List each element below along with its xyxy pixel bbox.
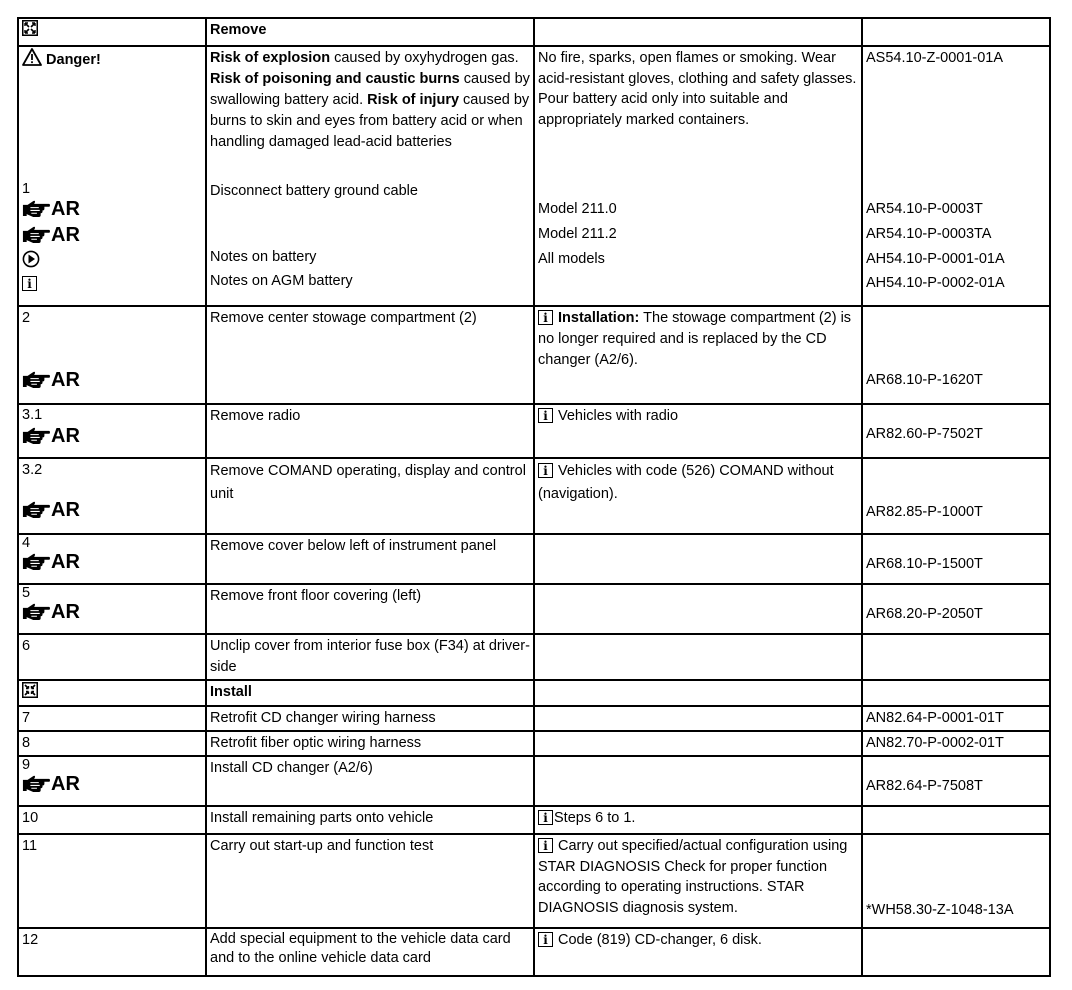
step-3-2-number: 3.2 [22,462,43,478]
ar-link-step-2[interactable]: AR [22,368,202,392]
install-header-row [18,680,1050,706]
doc-ref-ar82-7508t[interactable]: AR82.64-P-7508T [866,778,983,794]
pointing-hand-icon [22,501,50,520]
step-9-text: Install CD changer (A2/6) [206,756,534,806]
doc-ref-ar68-2050t[interactable]: AR68.20-P-2050T [866,606,983,622]
info-box-icon: i [538,463,553,478]
model-211-2: Model 211.2 [538,226,617,242]
pointing-hand-icon [22,371,50,390]
remove-label: Remove [206,18,534,46]
danger-measures: No fire, sparks, open flames or smoking. Wear acid-resistant gloves, clothing and safety glasses. Pour battery acid only into suitable and appropriately marked containers. [538,50,857,128]
step-9-row [18,756,1050,806]
doc-ref-ah54-0002[interactable]: AH54.10-P-0002-01A [866,275,1005,291]
step-8-row [18,731,1050,756]
step-5-row [18,584,1050,634]
pointing-hand-icon [22,200,50,219]
step-7-text: Retrofit CD changer wiring harness [206,706,534,731]
step-7-row [18,706,1050,731]
step-8-number: 8 [18,731,206,756]
notes-agm-text: Notes on AGM battery [210,273,353,289]
step-5-number: 5 [22,585,31,601]
doc-ref-ar68-1500t[interactable]: AR68.10-P-1500T [866,556,983,572]
doc-ref-an82-0001[interactable]: AN82.64-P-0001-01T [862,706,1050,731]
step-3-2-text: Remove COMAND operating, display and control unit [206,458,534,534]
info-box-icon: i [538,932,553,947]
step-10-text: Install remaining parts onto vehicle [206,806,534,834]
danger-risk-text: Risk of explosion caused by oxyhydrogen gas. Risk of poisoning and caustic burns caused by swallowing battery acid. Risk of injury caused by burns to skin and eyes from battery acid or when handling damaged lead-acid batteries [210,50,530,150]
ar-link-step-9[interactable]: AR [22,772,202,796]
step-2-text: Remove center stowage compartment (2) [206,306,534,404]
notes-battery-text: Notes on battery [210,249,317,265]
step-9-number: 9 [22,757,31,773]
danger-doc-ref[interactable]: AS54.10-Z-0001-01A [866,50,1004,66]
notes-circle-icon [22,250,40,268]
step-11-row: 11 Carry out start-up and function test i Carry out specified/actual configuration using STAR DIAGNOSIS Check for proper function according to operating instructions. STAR DIAGNOSIS diagnosis system. *WH58.30-Z-1048-13A [18,834,1050,928]
danger-row [18,46,1050,306]
ar-link-step-3-2[interactable]: AR [22,498,202,522]
ar-link-step-3-1[interactable]: AR [22,424,202,448]
remove-header-row [18,18,1050,46]
step-4-text: Remove cover below left of instrument panel [206,534,534,584]
pointing-hand-icon [22,603,50,622]
info-box-icon: i [538,310,553,325]
step-2-number: 2 [22,310,31,326]
step-11-text: Carry out start-up and function test [206,834,534,928]
pointing-hand-icon [22,775,50,794]
step-6-text: Unclip cover from interior fuse box (F34) at driver-side [206,634,534,680]
step-7-number: 7 [18,706,206,731]
step-11-number: 11 [18,834,206,928]
ar-link-2[interactable]: AR [22,223,202,247]
doc-ref-an82-0002[interactable]: AN82.70-P-0002-01T [862,731,1050,756]
step-1-number: 1 [22,181,31,197]
info-box-icon: i [22,276,37,291]
step-10-row: 10 Install remaining parts onto vehicle i Steps 6 to 1. [18,806,1050,834]
info-box-icon: i [538,408,553,423]
step-6-number: 6 [18,634,206,680]
info-box-icon: i [538,810,553,825]
step-3-1-number: 3.1 [22,407,43,423]
step-12-text: Add special equipment to the vehicle data card and to the online vehicle data card [206,928,534,976]
danger-label: Danger! [46,52,101,68]
doc-ref-ar54-0003ta[interactable]: AR54.10-P-0003TA [866,226,992,242]
install-label: Install [206,680,534,706]
ar-link-1[interactable]: AR [22,197,202,221]
remove-icon-cell [18,18,206,46]
step-3-1-row: 3.1 AR Remove radio i Vehicles with radio AR82.60-P-7502T [18,404,1050,458]
pointing-hand-icon [22,553,50,572]
warning-triangle-icon [22,48,42,66]
remove-icon [22,20,38,36]
doc-ref-wh58-1048[interactable]: *WH58.30-Z-1048-13A [866,902,1014,918]
doc-ref-ar82-1000t[interactable]: AR82.85-P-1000T [866,504,983,520]
pointing-hand-icon [22,226,50,245]
doc-ref-ar54-0003t[interactable]: AR54.10-P-0003T [866,201,983,217]
step-3-2-row: 3.2 AR Remove COMAND operating, display and control unit i Vehicles with code (526) COMAND without (navigation). AR82.85-P-1000T [18,458,1050,534]
model-211-0: Model 211.0 [538,201,617,217]
step-6-row [18,634,1050,680]
step-3-1-text: Remove radio [206,404,534,458]
step-4-number: 4 [22,535,31,551]
danger-label-block [22,48,202,181]
doc-ref-ah54-0001[interactable]: AH54.10-P-0001-01A [866,251,1005,267]
step-10-number: 10 [18,806,206,834]
step-8-text: Retrofit fiber optic wiring harness [206,731,534,756]
ar-link-step-4[interactable]: AR [22,550,202,574]
step-4-row [18,534,1050,584]
doc-ref-ar82-7502t[interactable]: AR82.60-P-7502T [866,426,983,442]
all-models: All models [538,251,605,267]
procedure-table [17,17,1051,977]
step-1-text: Disconnect battery ground cable [210,183,418,199]
step-12-row: 12 Add special equipment to the vehicle data card and to the online vehicle data card i Code (819) CD-changer, 6 disk. [18,928,1050,976]
step-12-number: 12 [18,928,206,976]
step-2-row: 2 AR Remove center stowage compartment (2) i Installation: The stowage compartment (2) is no longer required and is replaced by the CD changer (A2/6). AR68.10-P-1620T [18,306,1050,404]
ar-link-step-5[interactable]: AR [22,600,202,624]
install-icon [22,682,38,698]
step-5-text: Remove front floor covering (left) [206,584,534,634]
pointing-hand-icon [22,427,50,446]
doc-ref-ar68-1620t[interactable]: AR68.10-P-1620T [866,372,983,388]
info-box-icon: i [538,838,553,853]
